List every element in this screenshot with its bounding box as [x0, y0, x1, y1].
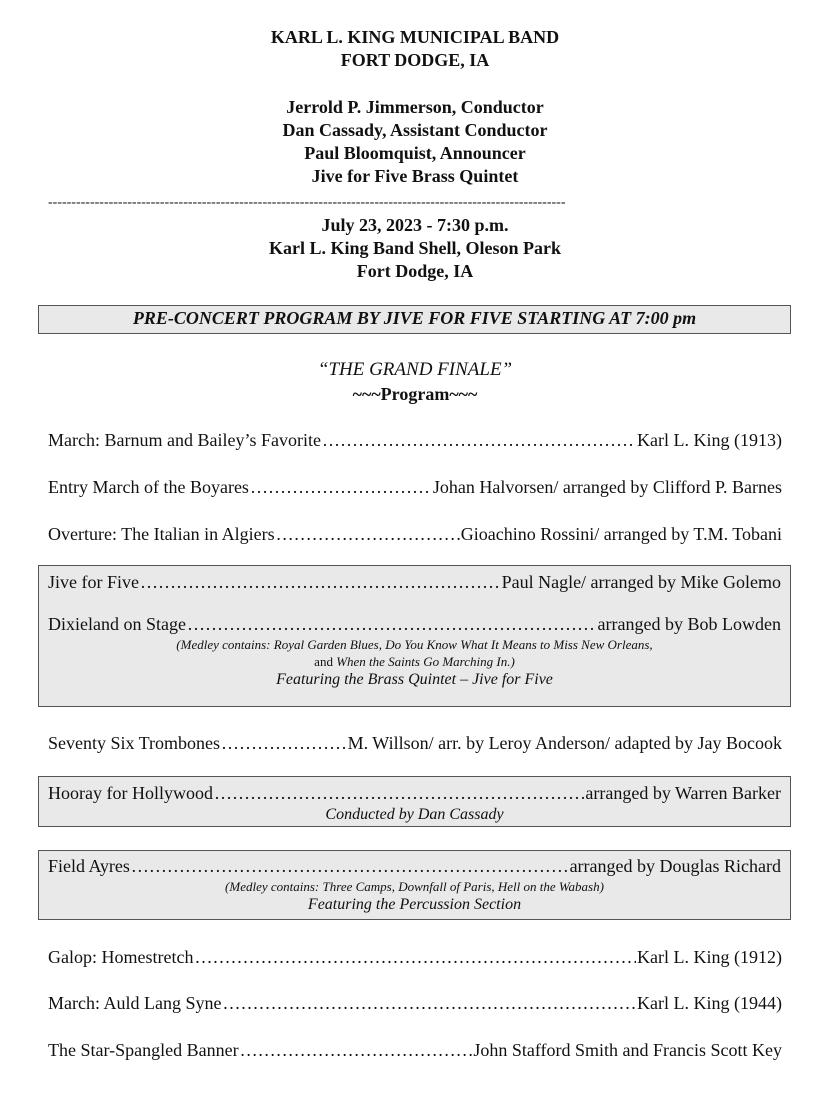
piece-title: Dixieland on Stage [48, 614, 186, 634]
conducted-by-line: Conducted by Dan Cassady [325, 806, 504, 823]
dot-leader [131, 854, 569, 878]
piece-title: Field Ayres [48, 856, 130, 876]
program-item [48, 570, 781, 594]
preconcert-text: PRE-CONCERT PROGRAM BY JIVE FOR FIVE STARTING AT 7:00 pm [132, 308, 697, 328]
dot-leader [214, 781, 584, 805]
program-item [48, 428, 782, 452]
piece-credit: Karl L. King (1913) [637, 430, 782, 450]
header-block [0, 26, 830, 188]
assistant-conductor-line: Dan Cassady, Assistant Conductor [282, 120, 548, 140]
program-title: “THE GRAND FINALE” [317, 359, 513, 380]
program-item [48, 991, 782, 1015]
dot-leader [140, 570, 501, 594]
dot-leader [322, 428, 636, 452]
program-item [48, 612, 781, 636]
program-item [48, 731, 782, 755]
field-ayres-box [38, 850, 791, 920]
preconcert-box [38, 305, 791, 334]
note-connector: and [314, 654, 337, 669]
event-city: Fort Dodge, IA [356, 261, 474, 281]
dot-leader [222, 991, 636, 1015]
piece-credit: arranged by Douglas Richard [569, 856, 781, 876]
program-item [48, 781, 781, 805]
program-heading [0, 358, 830, 406]
dot-leader [187, 612, 597, 636]
piece-credit: Johan Halvorsen/ arranged by Clifford P. Barnes [432, 477, 782, 497]
piece-credit: Karl L. King (1912) [637, 947, 782, 967]
program-label: ~~~Program~~~ [352, 384, 478, 404]
dot-leader [221, 731, 347, 755]
piece-title: March: Barnum and Bailey’s Favorite [48, 430, 321, 450]
piece-title: Entry March of the Boyares [48, 477, 249, 497]
program-item [48, 1038, 782, 1062]
medley-note: (Medley contains: Royal Garden Blues, Do You Know What It Means to Miss New Orleans, [176, 637, 653, 652]
divider-line: --------------------------------------------------------------------------------------------------------------- [48, 196, 566, 210]
piece-title: Hooray for Hollywood [48, 783, 213, 803]
program-item [48, 475, 782, 499]
dot-leader [240, 1038, 473, 1062]
featuring-line: Featuring the Brass Quintet – Jive for Five [276, 671, 553, 688]
note-song: When the Saints Go Marching In.) [336, 654, 515, 669]
piece-credit: Karl L. King (1944) [637, 993, 782, 1013]
event-block [0, 214, 830, 283]
dot-leader [250, 475, 432, 499]
program-item [48, 854, 781, 878]
piece-title: Seventy Six Trombones [48, 733, 221, 753]
brass-quintet-box [38, 565, 791, 707]
dot-leader [194, 945, 636, 969]
quintet-line: Jive for Five Brass Quintet [311, 166, 519, 186]
event-date: July 23, 2023 - 7:30 p.m. [321, 215, 509, 235]
band-city: FORT DODGE, IA [340, 50, 490, 70]
medley-note: (Medley contains: Three Camps, Downfall of Paris, Hell on the Wabash) [225, 879, 604, 894]
announcer-line: Paul Bloomquist, Announcer [304, 143, 526, 163]
piece-title: Galop: Homestretch [48, 947, 194, 967]
piece-title: Overture: The Italian in Algiers [48, 524, 275, 544]
piece-credit: Paul Nagle/ arranged by Mike Golemo [501, 572, 781, 592]
program-item [48, 945, 782, 969]
piece-credit: John Stafford Smith and Francis Scott Key [473, 1040, 782, 1060]
program-item [48, 522, 782, 546]
medley-note-continued [48, 653, 781, 670]
dot-leader [276, 522, 460, 546]
piece-credit: arranged by Bob Lowden [597, 614, 781, 634]
band-name: KARL L. KING MUNICIPAL BAND [270, 27, 560, 47]
piece-credit: arranged by Warren Barker [585, 783, 781, 803]
event-venue: Karl L. King Band Shell, Oleson Park [268, 238, 562, 258]
piece-credit: Gioachino Rossini/ arranged by T.M. Tobani [460, 524, 782, 544]
featuring-line: Featuring the Percussion Section [307, 896, 522, 913]
piece-title: March: Auld Lang Syne [48, 993, 222, 1013]
piece-title: The Star-Spangled Banner [48, 1040, 239, 1060]
hollywood-box [38, 776, 791, 827]
piece-credit: M. Willson/ arr. by Leroy Anderson/ adapted by Jay Bocook [347, 733, 782, 753]
piece-title: Jive for Five [48, 572, 139, 592]
conductor-line: Jerrold P. Jimmerson, Conductor [286, 97, 544, 117]
